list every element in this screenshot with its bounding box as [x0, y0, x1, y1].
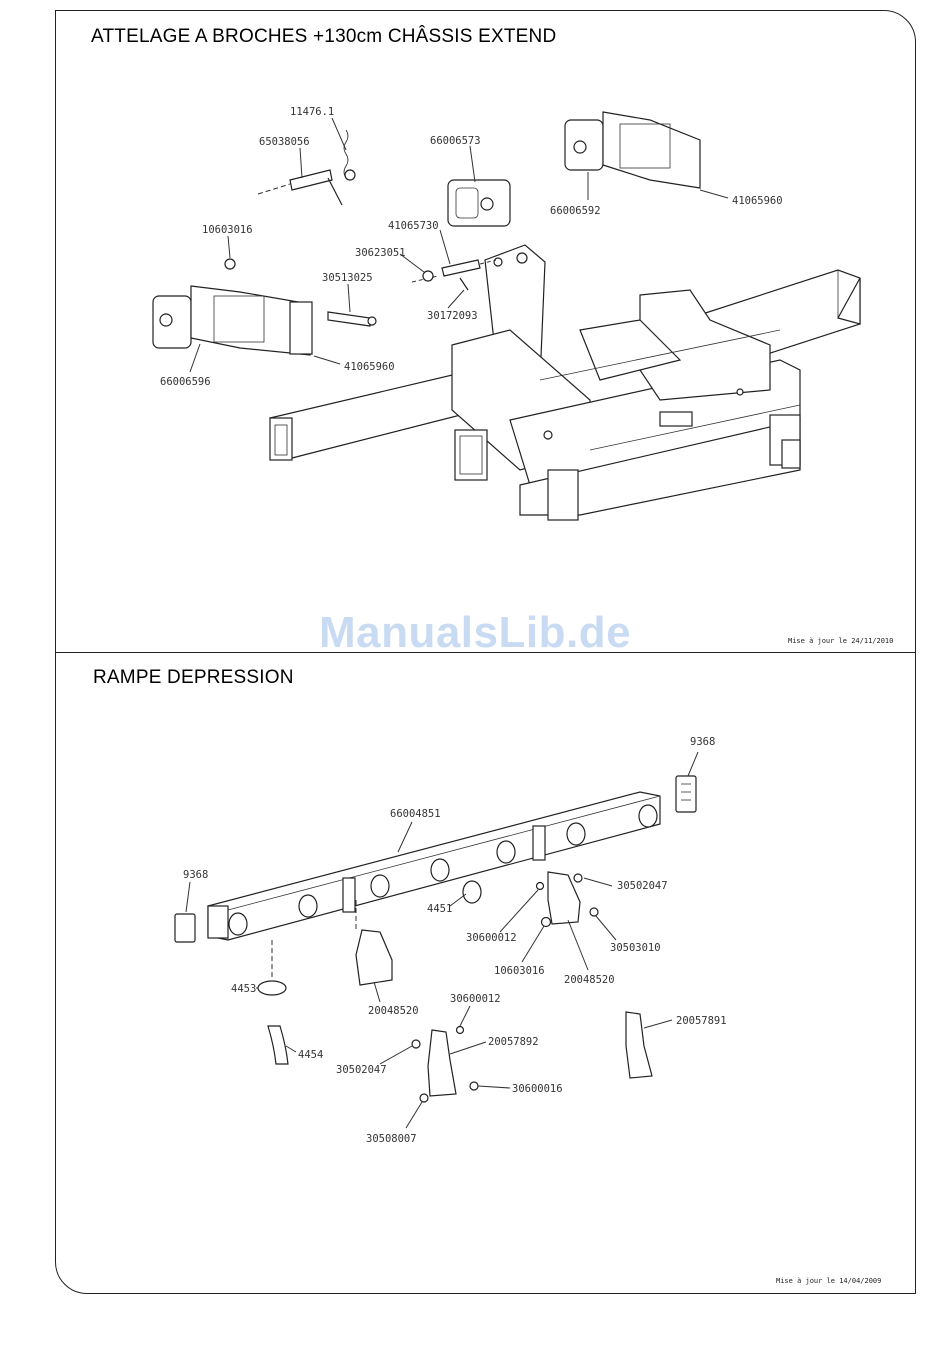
part-label: 30503010: [610, 942, 661, 954]
part-label: 30502047: [617, 880, 668, 892]
part-label: 9368: [183, 869, 209, 881]
part-label: 41065960: [732, 195, 783, 207]
part-label: 30513025: [322, 272, 373, 284]
part-label: 66004851: [390, 808, 441, 820]
part-label: 30508007: [366, 1133, 417, 1145]
section2-title: RAMPE DEPRESSION: [93, 667, 294, 688]
part-label: 65038056: [259, 136, 310, 148]
watermark: ManualsLib.de: [318, 608, 632, 657]
part-label: 30172093: [427, 310, 478, 322]
part-label: 30600012: [466, 932, 517, 944]
part-label: 30600012: [450, 993, 501, 1005]
part-label: 41065730: [388, 220, 439, 232]
part-label: 20057891: [676, 1015, 727, 1027]
part-label: 66006592: [550, 205, 601, 217]
part-label: 4453: [231, 983, 257, 995]
part-label: 41065960: [344, 361, 395, 373]
section2-update-stamp: Mise à jour le 14/04/2009: [776, 1277, 882, 1285]
part-label: 66006596: [160, 376, 211, 388]
part-label: 66006573: [430, 135, 481, 147]
hitch-chassis-drawing: [270, 245, 860, 520]
part-label: 20057892: [488, 1036, 539, 1048]
section1-title: ATTELAGE A BROCHES +130cm CHÂSSIS EXTEND: [91, 26, 557, 47]
part-label: 30502047: [336, 1064, 387, 1076]
part-label: 4451: [427, 903, 453, 915]
part-label: 30600016: [512, 1083, 563, 1095]
part-label: 11476.1: [290, 106, 335, 118]
ramp-drawing: [175, 776, 696, 1102]
part-label: 9368: [690, 736, 716, 748]
part-label: 4454: [298, 1049, 324, 1061]
part-label: 10603016: [494, 965, 545, 977]
part-label: 20048520: [368, 1005, 419, 1017]
part-label: 30623051: [355, 247, 406, 259]
part-label: 10603016: [202, 224, 253, 236]
section1-update-stamp: Mise à jour le 24/11/2010: [788, 637, 894, 645]
part-label: 20048520: [564, 974, 615, 986]
